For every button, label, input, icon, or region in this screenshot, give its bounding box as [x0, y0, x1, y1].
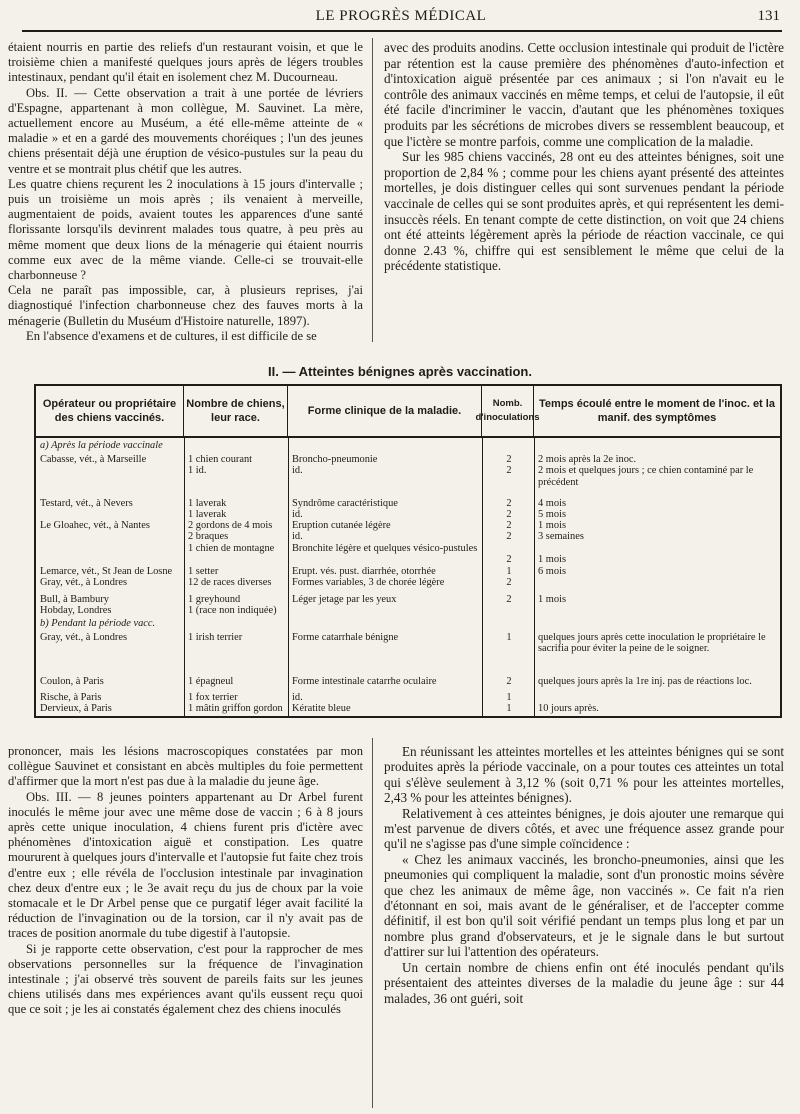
- table-cell-form: Léger jetage par les yeux: [292, 594, 397, 605]
- table-cell-inoculations: 2 2: [506, 454, 512, 477]
- table-cell-form: id. Kératite bleue: [292, 692, 351, 715]
- table-cell-inoculations: 2 2: [506, 498, 512, 521]
- table-cell-form: Syndrôme caractéristique id.: [292, 498, 398, 521]
- table-cell-inoculations: 1 2: [506, 566, 512, 589]
- paragraph: Les quatre chiens reçurent les 2 inoculations à 15 jours d'intervalle ; puis un troisième un mois après ; ils venaient à merveille, augmentaient de poids, avaient toutes les apparences d'une santé florissante lorsqu'ils devinrent malades tous quatre, à peu près au même moment que deux lions de la ménagerie qui étaient nourris comme eux avec de la même viande. Celle-ci se trouvait-elle charbonneuse ?: [8, 176, 363, 283]
- top-left-column: [8, 40, 363, 344]
- paragraph: Obs. II. — Cette observation a trait à une portée de lévriers d'Espagne, appartenant à mon collègue, M. Sauvinet. La mère, actuellement encore au Muséum, a été elle-même atteinte de « maladie » et en a gardé des mouvements choréiques ; l'un des jeunes chiens présentait déjà une éruption de vésico-pustules sur la peau du ventre et se montrait plus chétif que les autres.: [8, 85, 363, 176]
- table-cell-time: quelques jours après la 1re inj. pas de réactions loc.: [538, 676, 752, 687]
- table-header-time: Temps écoulé entre le moment de l'inoc. et la manif. des symptômes: [539, 398, 775, 424]
- table-cell-inoculations: 2: [506, 676, 512, 687]
- table-cell-dogs: 2 gordons de 4 mois 2 braques 1 chien de montagne: [188, 520, 275, 554]
- table-header-inoculations: Nomb. d'inoculations: [482, 386, 534, 436]
- paragraph: « Chez les animaux vaccinés, les broncho-pneumonies, ainsi que les pneumonies qui compliquent la maladie, sont d'un pronostic moins sévère que chez les animaux de même âge, non vaccinés ». Ce fait n'a rien d'étonnant en soi, mais avant de le généraliser, et de l'accepter comme définitif, il est bon qu'il soit vérifié pendant un temps plus long et par un nombre plus grand d'observateurs, et je le signale dans le but surtout d'attirer sur lui l'attention des opérateurs.: [384, 851, 784, 960]
- table-cell-operator: Rische, à Paris Dervieux, à Paris: [40, 692, 112, 715]
- paragraph: Cela ne paraît pas impossible, car, à plusieurs reprises, j'ai diagnostiqué l'infection charbonneuse chez des fauves morts à la ménagerie (Bulletin du Muséum d'Histoire naturelle, 1897).: [8, 283, 363, 328]
- page-number: 131: [757, 8, 780, 24]
- table-cell-inoculations: 2 2 2: [506, 520, 512, 566]
- table-cell-time: 6 mois: [538, 566, 567, 577]
- table-header-clinical-form: Forme clinique de la maladie.: [288, 386, 482, 436]
- table-section-label: b) Pendant la période vacc.: [40, 618, 156, 629]
- running-header: [22, 6, 780, 28]
- table-cell-operator: Testard, vét., à Nevers: [40, 498, 133, 509]
- table-cell-dogs: 1 chien courant 1 id.: [188, 454, 253, 477]
- table-cell-inoculations: 1: [506, 632, 512, 643]
- table-cell-operator: Gray, vét., à Londres: [40, 632, 128, 643]
- table-title: II. — Atteintes bénignes après vaccination.: [268, 364, 532, 379]
- table-cell-time: 4 mois 5 mois: [538, 498, 567, 521]
- table-cell-operator: Coulon, à Paris: [40, 676, 104, 687]
- paragraph: Un certain nombre de chiens enfin ont été inoculés pendant qu'ils présentaient des atteintes diverses de la maladie du jeune âge : sur 44 malades, 36 ont guéri, soit: [384, 959, 784, 1006]
- table-cell-inoculations: 2: [506, 594, 512, 605]
- table-cell-form: Erupt. vés. pust. diarrhée, otorrhée Formes variables, 3 de chorée légère: [292, 566, 445, 589]
- table-cell-form: Broncho-pneumonie id.: [292, 454, 378, 477]
- table-cell-form: Eruption cutanée légère id. Bronchite légère et quelques vésico-pustules: [292, 520, 478, 554]
- table-cell-form: Forme intestinale catarrhe oculaire: [292, 676, 437, 687]
- paragraph: prononcer, mais les lésions macroscopiques constatées par mon collègue Sauvinet et consistant en abcès multiples du foie permettent d'affirmer que la mort n'est pas due à la maladie du jeune âge.: [8, 744, 363, 789]
- table-column-rule: [482, 436, 483, 716]
- bottom-right-column: [384, 744, 784, 1006]
- table-cell-time: 1 mois 3 semaines 1 mois: [538, 520, 584, 566]
- table-cell-time: 10 jours après.: [538, 703, 599, 715]
- table-header-rule: [36, 436, 780, 438]
- table-cell-dogs: 1 fox terrier 1 mâtin griffon gordon: [188, 692, 283, 715]
- bottom-left-column: [8, 744, 363, 1018]
- paragraph: En l'absence d'examens et de cultures, il est difficile de se: [26, 328, 317, 343]
- table-column-rule: [534, 436, 535, 716]
- top-right-column: [384, 40, 784, 274]
- table-cell-operator: Le Gloahec, vét., à Nantes: [40, 520, 150, 531]
- table-column-rule: [288, 436, 289, 716]
- paragraph: Si je rapporte cette observation, c'est pour la rapprocher de mes observations personnelles sur la fréquence de l'invagination intestinale ; j'ai observé très souvent de pareils faits sur les jeunes chiens utilisés dans mes expériences avant qu'ils eussent reçu quoi que ce soit ; je les ai constatés également chez des chiens inoculés: [8, 941, 363, 1017]
- table-cell-operator: Bull, à Bambury Hobday, Londres: [40, 594, 112, 617]
- table-cell-operator: Cabasse, vét., à Marseille: [40, 454, 147, 465]
- table-column-rule: [184, 436, 185, 716]
- paragraph: Obs. III. — 8 jeunes pointers appartenant au Dr Arbel furent inoculés le même jour avec une même dose de vaccin ; 6 à 8 jours après cette unique inoculation, 4 chiens furent pris d'ictère avec phénomènes d'intoxication aiguë et constipation. Les quatre moururent à quelques jours d'intervalle et l'autopsie fut faite chez trois d'entre eux ; elle révéla de l'occlusion intestinale par invagination chez deux d'entre eux ; le 3e avait reçu du jus de choux par la voie stomacale et le Dr Arbel pense que ce purgatif léger avait facilité la réduction de l'invagination ou de la torsion, car il n'y avait pas de traces de position anormale du tube digestif à l'autopsie.: [8, 789, 363, 941]
- table-cell-time: quelques jours après cette inoculation le propriétaire le sacrifia pour éviter la peine de le soigner.: [538, 632, 766, 655]
- table-cell-dogs: 1 setter 12 de races diverses: [188, 566, 272, 589]
- column-divider: [372, 38, 373, 342]
- table-header-operator: Opérateur ou propriétaire des chiens vaccinés.: [36, 386, 184, 436]
- table-cell-inoculations: 1 1: [506, 692, 512, 715]
- table-cell-form: Forme catarrhale bénigne: [292, 632, 399, 643]
- table-header-dogs: Nombre de chiens, leur race.: [184, 386, 288, 436]
- table-section-label: a) Après la période vaccinale: [40, 440, 163, 451]
- paragraph: Relativement à ces atteintes bénignes, je dois ajouter une remarque qui m'est parvenue de divers côtés, et avec une fréquence assez grande pour qu'il ne s'agisse pas d'une simple coïncidence :: [384, 805, 784, 852]
- paragraph: avec des produits anodins. Cette occlusion intestinale qui produit de l'ictère par rétention est la cause première des phénomènes d'auto-infection et d'intoxication aiguë présentée par ces animaux ; si l'on n'avait eu le contrôle des animaux vaccinés en même temps, et celui de l'autopsie, il eût été facile d'incriminer le vaccin, d'autant que les phénomènes toxiques produits par les sécrétions de microbes divers se ressemblent beaucoup, et que l'ictère se montre parfois, comme une complication de la maladie.: [384, 40, 784, 149]
- paragraph: Sur les 985 chiens vaccinés, 28 ont eu des atteintes bénignes, soit une proportion de 2,84 % ; comme pour les chiens ayant présenté des atteintes mortelles, je dois distinguer celles qui sont survenues pendant la période vaccinale de celles qui se sont produites après, et qui représentent les demi-insuccès réels. En tenant compte de cette distinction, on voit que 24 chiens ont été atteints légèrement après la période de réaction vaccinale, ce qui donne 2.43 %, chiffre qui est sensiblement le même que celui de la précédente statistique.: [384, 149, 784, 274]
- table-cell-time: 1 mois: [538, 594, 567, 605]
- table-cell-dogs: 1 épagneul: [188, 676, 234, 687]
- header-rule: [22, 30, 782, 32]
- column-divider: [372, 738, 373, 1108]
- paragraph: étaient nourris en partie des reliefs d'un restaurant voisin, et que le troisième chien a manifesté quelques jours après de légers troubles intestinaux, pendant qu'il était en isolement chez M. Ducourneau.: [8, 40, 363, 85]
- table-cell-time: 2 mois après la 2e inoc. 2 mois et quelques jours ; ce chien contaminé par le précédent: [538, 454, 754, 488]
- journal-title: LE PROGRÈS MÉDICAL: [315, 8, 487, 24]
- table-cell-dogs: 1 greyhound 1 (race non indiquée): [188, 594, 277, 617]
- table-cell-dogs: 1 laverak 1 laverak: [188, 498, 227, 521]
- paragraph: En réunissant les atteintes mortelles et les atteintes bénignes qui se sont produites après la période vaccinale, on a pour toutes ces atteintes un total qui s'élève seulement à 3,12 % (soit 0,71 % pour les atteintes mortelles, 2,43 % pour les atteintes bénignes).: [384, 744, 784, 806]
- results-table: [34, 384, 782, 718]
- table-cell-operator: Lemarce, vét., St Jean de Losne Gray, vét., à Londres: [40, 566, 173, 589]
- table-cell-dogs: 1 irish terrier: [188, 632, 243, 643]
